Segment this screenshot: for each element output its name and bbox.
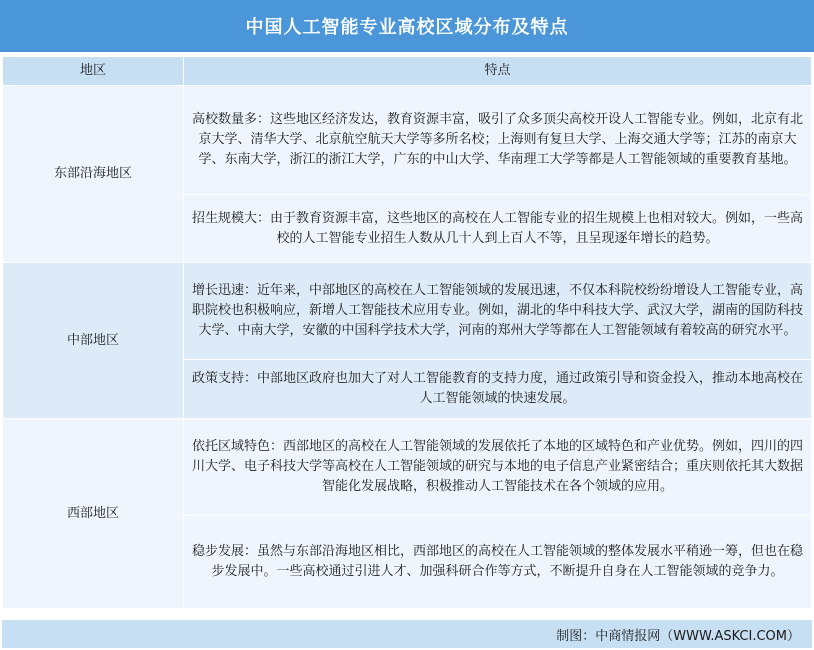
region-cell-west: 西部地区: [3, 419, 184, 609]
region-table: [2, 56, 812, 609]
feature-cell: 增长迅速：近年来，中部地区的高校在人工智能领域的发展迅速，不仅本科院校纷纷增设人工智能专业，高职院校也积极响应，新增人工智能技术应用专业。例如，湖北的华中科技大学、武汉大学，湖南的国防科技大学、中南大学，安徽的中国科学技术大学，河南的郑州大学等都在人工智能领域有着较高的研究水平。: [184, 263, 812, 360]
feature-cell: 高校数量多：这些地区经济发达，教育资源丰富，吸引了众多顶尖高校开设人工智能专业。例如，北京有北京大学、清华大学、北京航空航天大学等多所名校；上海则有复旦大学、上海交通大学等；江苏的南京大学、东南大学，浙江的浙江大学，广东的中山大学、华南理工大学等都是人工智能领域的重要教育基地。: [184, 86, 812, 195]
feature-cell: 依托区域特色：西部地区的高校在人工智能领域的发展依托了本地的区域特色和产业优势。例如，四川的四川大学、电子科技大学等高校在人工智能领域的研究与本地的电子信息产业紧密结合；重庆则依托其大数据智能化发展战略，积极推动人工智能技术在各个领域的应用。: [184, 419, 812, 516]
table-header-row: [3, 57, 812, 86]
header-features: 特点: [184, 57, 812, 86]
region-cell-east: 东部沿海地区: [3, 86, 184, 263]
header-region: 地区: [3, 57, 184, 86]
source-footer: [2, 620, 812, 648]
table-row: [3, 86, 812, 195]
title-bar: [0, 0, 814, 52]
feature-cell: 招生规模大：由于教育资源丰富，这些地区的高校在人工智能专业的招生规模上也相对较大。例如，一些高校的人工智能专业招生人数从几十人到上百人不等，且呈现逐年增长的趋势。: [184, 195, 812, 263]
page-title: 中国人工智能专业高校区域分布及特点: [245, 17, 569, 38]
feature-cell: 稳步发展：虽然与东部沿海地区相比，西部地区的高校在人工智能领域的整体发展水平稍逊一筹，但也在稳步发展中。一些高校通过引进人才、加强科研合作等方式，不断提升自身在人工智能领域的竞争力。: [184, 516, 812, 609]
feature-cell: 政策支持：中部地区政府也加大了对人工智能教育的支持力度，通过政策引导和资金投入，推动本地高校在人工智能领域的快速发展。: [184, 360, 812, 419]
table-row: [3, 419, 812, 516]
table-row: [3, 263, 812, 360]
region-cell-central: 中部地区: [3, 263, 184, 419]
source-credit: 制图：中商情报网（WWW.ASKCI.COM）: [556, 628, 800, 644]
